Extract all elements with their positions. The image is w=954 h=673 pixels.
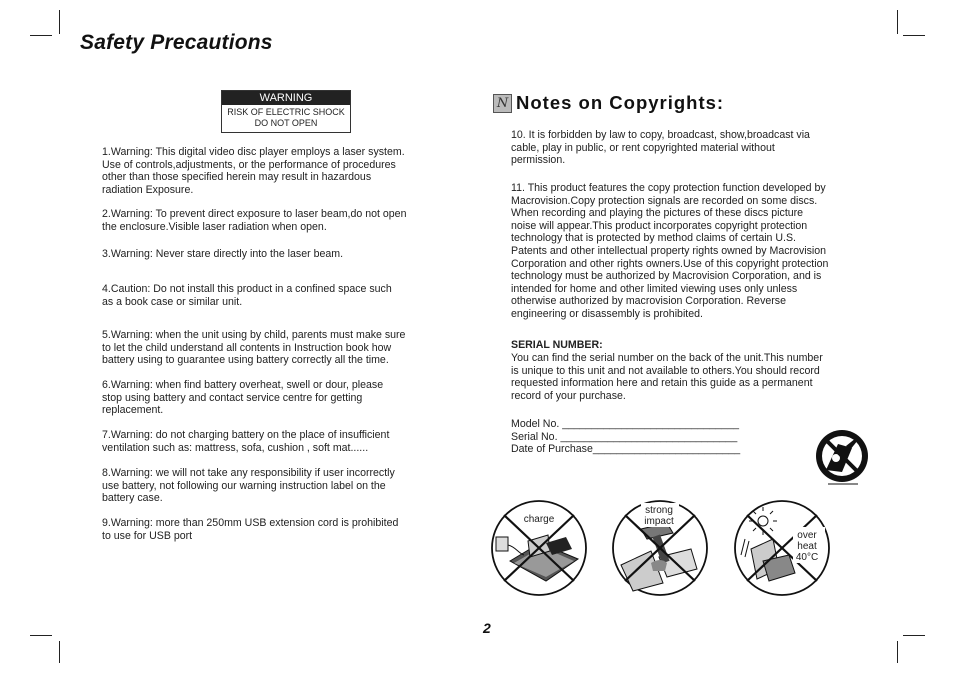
crop-mark bbox=[59, 10, 60, 34]
copyrights-heading bbox=[493, 92, 724, 114]
date-of-purchase-field: Date of Purchase_________________________ bbox=[511, 443, 741, 455]
crop-mark bbox=[903, 635, 925, 636]
warning-item-3: 3.Warning: Never stare directly into the laser beam. bbox=[102, 248, 344, 260]
warning-item-9: 9.Warning: more than 250mm USB extension cord is prohibited to use for USB port bbox=[102, 517, 399, 542]
model-number-field: Model No. ______________________________ bbox=[511, 418, 739, 430]
warning-item-6: 6.Warning: when find battery overheat, swell or dour, please stop using battery and contact service centre for getting replacement. bbox=[102, 379, 384, 417]
impact-label-line1: strong bbox=[645, 505, 673, 516]
heat-label-line1: over bbox=[797, 530, 817, 541]
warning-item-2: 2.Warning: To prevent direct exposure to laser beam,do not open the enclosure.Visible laser radiation when open. bbox=[102, 208, 407, 233]
warning-item-8: 8.Warning: we will not take any responsibility if user incorrectly use battery, not following our warning instruction label on the battery case. bbox=[102, 467, 395, 505]
heat-label-line2: heat bbox=[797, 541, 817, 552]
copyrights-heading-text: Notes on Copyrights: bbox=[516, 92, 725, 113]
no-overheat-icon bbox=[733, 499, 831, 597]
page-number: 2 bbox=[483, 620, 491, 636]
crop-mark bbox=[30, 635, 52, 636]
copyright-note-11: 11. This product features the copy protection function developed by Macrovision.Copy protection signals are recorded on some discs. When recording and playing the pictures of these discs picture noise will appear.This product incorporates copyright protection technology that is protected by method claims of certain U.S. Patents and other intellectual property rights owned by Macrovision Corporation and other rights owners.Use of this copyright protection technology must be authorized by Macrovision Corporation, and is intended for home and other limited viewing uses only unless otherwise authorized by macrovision Corporation. Reverse engineering or disassembly is prohibited. bbox=[511, 182, 829, 320]
warning-label-header: WARNING bbox=[222, 91, 350, 105]
serial-number-field: Serial No. ______________________________ bbox=[511, 431, 738, 443]
crop-mark bbox=[897, 10, 898, 34]
heat-label-line3: 40°C bbox=[795, 552, 819, 563]
charge-label: charge bbox=[523, 514, 555, 525]
cart-tip-over-warning-icon bbox=[812, 426, 872, 488]
warning-item-5: 5.Warning: when the unit using by child, parents must make sure to let the child understand all contents in Instruction book how battery using to guarantee using battery correctly all the time. bbox=[102, 329, 406, 367]
crop-mark bbox=[897, 641, 898, 663]
no-strong-impact-icon bbox=[611, 499, 709, 597]
crop-mark bbox=[59, 641, 60, 663]
page-title: Safety Precautions bbox=[80, 31, 273, 54]
warning-label-body bbox=[222, 105, 350, 132]
serial-number-text: You can find the serial number on the back of the unit.This number is unique to this unit and not available to others.You should record requested information here and retain this guide as a permanent record of your purchase. bbox=[511, 352, 823, 402]
warning-label-line: RISK OF ELECTRIC SHOCK bbox=[227, 107, 345, 117]
warning-item-4: 4.Caution: Do not install this product in a confined space such as a book case or similar unit. bbox=[102, 283, 392, 308]
warning-item-7: 7.Warning: do not charging battery on the place of insufficient ventilation such as: mattress, sofa, cushion , soft mat...... bbox=[102, 429, 390, 454]
warning-label-box bbox=[221, 90, 351, 133]
serial-number-heading: SERIAL NUMBER: bbox=[511, 339, 603, 351]
crop-mark bbox=[903, 35, 925, 36]
impact-label-line2: impact bbox=[644, 516, 674, 527]
warning-label-line: DO NOT OPEN bbox=[254, 118, 318, 128]
copyright-note-10: 10. It is forbidden by law to copy, broadcast, show,broadcast via cable, play in public, or rent copyrighted material without permission. bbox=[511, 129, 810, 167]
no-charging-on-soft-surface-icon bbox=[490, 499, 588, 597]
warning-item-1: 1.Warning: This digital video disc player employs a laser system. Use of controls,adjustments, or the performance of procedures other than those specified herein may result in hazardous radiation Exposure. bbox=[102, 146, 405, 196]
crop-mark bbox=[30, 35, 52, 36]
notes-icon: N bbox=[493, 94, 512, 113]
